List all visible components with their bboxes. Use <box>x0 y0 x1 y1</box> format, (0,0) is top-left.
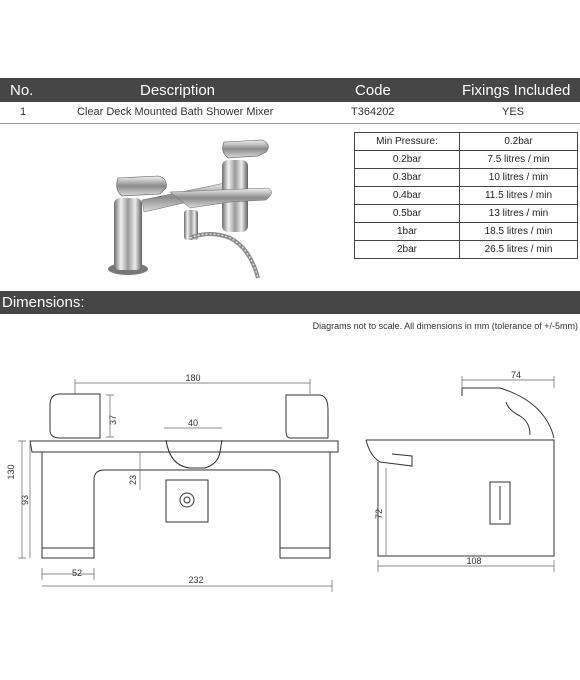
front-dimension-lines <box>18 379 332 592</box>
product-code: T364202 <box>351 106 395 118</box>
pressure-cell: 2bar <box>355 241 460 259</box>
pressure-cell: 1bar <box>355 223 460 241</box>
dim-total-height: 130 <box>6 464 16 480</box>
dim-handle-spacing: 180 <box>185 373 201 383</box>
dim-spout-height: 72 <box>374 508 384 520</box>
table-row <box>355 169 578 187</box>
product-image <box>100 130 290 285</box>
table-row <box>355 241 578 259</box>
dim-overall-width: 232 <box>188 575 204 585</box>
product-description: Clear Deck Mounted Bath Shower Mixer <box>77 106 274 118</box>
flow-cell: 26.5 litres / min <box>460 241 578 259</box>
product-fixings: YES <box>502 106 525 118</box>
table-row <box>355 205 578 223</box>
pressure-cell: 0.4bar <box>355 187 460 205</box>
flow-cell: 10 litres / min <box>460 169 578 187</box>
min-pressure-value: 0.2bar <box>460 133 578 151</box>
pressure-cell: 0.5bar <box>355 205 460 223</box>
front-view <box>30 394 338 558</box>
table-row <box>355 151 578 169</box>
flow-cell: 18.5 litres / min <box>460 223 578 241</box>
dim-spout-drop: 23 <box>128 474 138 486</box>
product-row <box>0 102 580 123</box>
flow-cell: 11.5 litres / min <box>460 187 578 205</box>
row-divider <box>0 123 580 124</box>
dim-handle-height: 37 <box>108 414 118 426</box>
table-row <box>355 223 578 241</box>
min-pressure-label: Min Pressure: <box>355 133 460 151</box>
dimensions-header <box>0 291 580 314</box>
dimensions-note: Diagrams not to scale. All dimensions in mm (tolerance of +/-5mm) <box>312 321 578 331</box>
side-dimension-lines <box>378 376 554 572</box>
dim-body-height: 93 <box>20 494 30 506</box>
table-header <box>0 78 580 102</box>
pressure-table <box>354 132 578 259</box>
dim-foot-width: 52 <box>71 568 83 578</box>
pressure-cell: 0.3bar <box>355 169 460 187</box>
technical-drawings <box>0 340 580 600</box>
pressure-cell: 0.2bar <box>355 151 460 169</box>
side-view <box>366 388 554 556</box>
header-fixings: Fixings Included <box>462 82 571 99</box>
pressure-table-header <box>355 133 578 151</box>
product-no: 1 <box>20 106 27 118</box>
header-code: Code <box>355 82 391 99</box>
flow-cell: 7.5 litres / min <box>460 151 578 169</box>
dim-spout-width: 40 <box>187 418 199 428</box>
table-row <box>355 187 578 205</box>
dim-spout-projection: 108 <box>466 556 482 566</box>
flow-cell: 13 litres / min <box>460 205 578 223</box>
dimensions-title: Dimensions: <box>2 294 85 311</box>
dim-lever-reach: 74 <box>510 370 522 380</box>
header-description: Description <box>140 82 216 99</box>
header-no: No. <box>10 82 34 99</box>
